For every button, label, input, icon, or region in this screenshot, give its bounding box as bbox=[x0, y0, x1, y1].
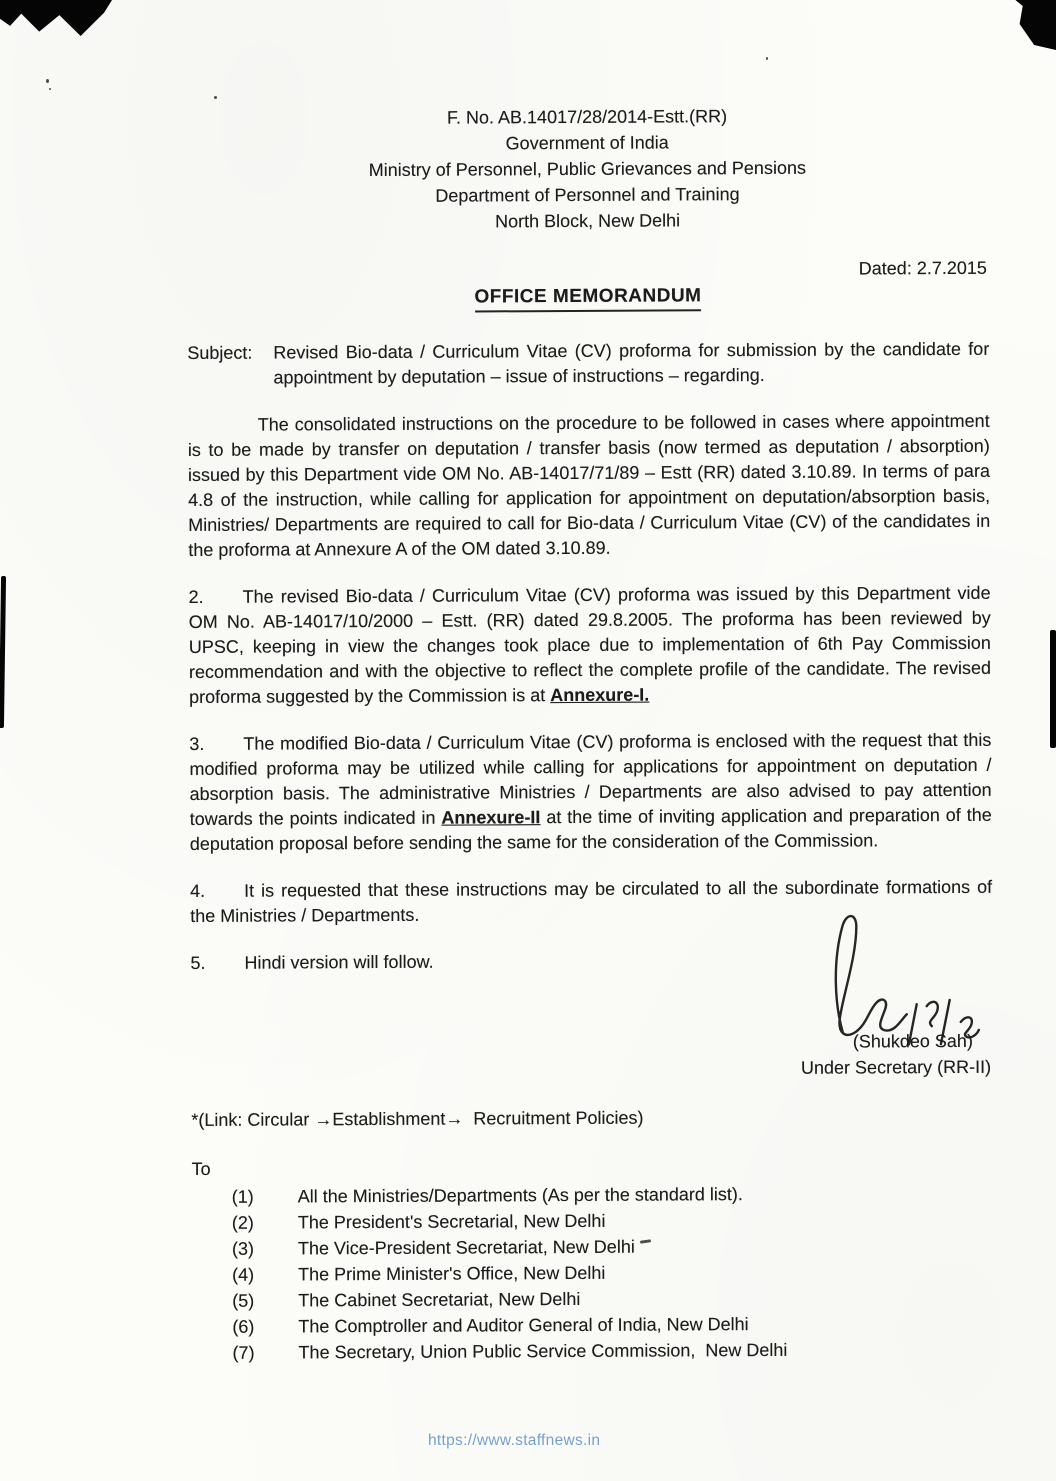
subject-label: Subject: bbox=[187, 342, 253, 363]
paragraph-5-number: 5. bbox=[190, 952, 206, 973]
paragraph-3-text-before: The modified Bio-data / Curriculum Vitae (CV) proforma is enclosed with the request that this modified proforma may be utilized while calling for applications for appointment on deputation / absorption basis. The administrative Ministries / Departments are also advised to pay attention towards the points indicated in bbox=[189, 729, 992, 829]
to-label: To bbox=[191, 1158, 211, 1179]
annexure-1-reference: Annexure-I. bbox=[550, 684, 650, 706]
item-number: (4) bbox=[232, 1264, 255, 1285]
paragraph-2-number: 2. bbox=[188, 586, 204, 607]
paragraph-4-number: 4. bbox=[190, 880, 206, 901]
file-number: F. No. AB.14017/28/2014-Estt.(RR) bbox=[446, 106, 728, 128]
item-text: The Comptroller and Auditor General of India, New Delhi bbox=[298, 1314, 749, 1337]
paragraph-5-text: Hindi version will follow. bbox=[244, 951, 434, 973]
signatory-designation: Under Secretary (RR-II) bbox=[800, 1056, 992, 1078]
distribution-item bbox=[192, 1336, 994, 1366]
item-number: (6) bbox=[232, 1316, 255, 1337]
paragraph-3-text-after: at the time of inviting application and preparation of the deputation proposal before sending the same for the consideration of the Commission. bbox=[189, 804, 992, 854]
memo-title: OFFICE MEMORANDUM bbox=[474, 283, 701, 312]
subject-block bbox=[187, 337, 989, 391]
scan-speck bbox=[49, 88, 51, 90]
scan-speck bbox=[214, 96, 217, 99]
item-text: The President's Secretarial, New Delhi bbox=[297, 1210, 606, 1233]
scan-artifact-top-left bbox=[0, 0, 112, 36]
scan-artifact-top-right bbox=[1004, 0, 1056, 50]
item-number: (5) bbox=[232, 1290, 255, 1311]
memo-content bbox=[186, 102, 995, 1366]
paragraph-2-text: The revised Bio-data / Curriculum Vitae (CV) proforma was issued by this Department vide OM No. AB-14017/10/2000 – Estt. (RR) dated 29.8.2005. The proforma has been reviewed by UPSC, keeping in view the changes took place due to implementation of 6th Pay Commission recommendation and with the objective to reflect the complete profile of the candidate. The revised proforma suggested by the Commission is at bbox=[188, 582, 992, 707]
org-line-ministry: Ministry of Personnel, Public Grievances and Pensions bbox=[368, 157, 806, 181]
circular-link-note: *(Link: Circular →Establishment→ Recruitment Policies) bbox=[191, 1107, 644, 1130]
subject-text: Revised Bio-data / Curriculum Vitae (CV) proforma for submission by the candidate for appointment by deputation – issue of instructions – regarding. bbox=[273, 338, 990, 388]
item-text: The Prime Minister's Office, New Delhi bbox=[298, 1262, 606, 1285]
distribution-list bbox=[192, 1180, 995, 1366]
scan-artifact-right-edge bbox=[1050, 630, 1056, 748]
paragraph-4-text: It is requested that these instructions may be circulated to all the subordinate formations of the Ministries / Departments. bbox=[190, 876, 993, 926]
scan-artifact-left-edge bbox=[0, 576, 6, 728]
scan-speck bbox=[766, 57, 768, 60]
item-number: (7) bbox=[232, 1342, 255, 1363]
letterhead bbox=[186, 102, 989, 236]
paragraph-2 bbox=[189, 581, 992, 710]
item-number: (1) bbox=[231, 1186, 254, 1207]
item-number: (2) bbox=[231, 1212, 254, 1233]
item-text: The Vice-President Secretariat, New Delhi bbox=[297, 1236, 635, 1259]
paragraph-1: The consolidated instructions on the procedure to be followed in cases where appointment is to be made by transfer on deputation / transfer basis (now termed as deputation / absorption) issued by this Department vide OM No. AB-14017/71/89 – Estt (RR) dated 3.10.89. In terms of para 4.8 of the instruction, while calling for application for appointment on deputation/absorption basis, Ministries/ Departments are required to call for Bio-data / Curriculum Vitae (CV) of the candidates in the proforma at Annexure A of the OM dated 3.10.89. bbox=[187, 410, 991, 560]
item-text: All the Ministries/Departments (As per the standard list). bbox=[297, 1184, 743, 1207]
paragraph-3 bbox=[189, 728, 992, 857]
annexure-2-reference: Annexure-II bbox=[441, 807, 541, 828]
dated-line: Dated: 2.7.2015 bbox=[858, 257, 987, 279]
org-line-address: North Block, New Delhi bbox=[495, 210, 681, 232]
item-text: The Cabinet Secretariat, New Delhi bbox=[298, 1288, 581, 1311]
paragraph-3-number: 3. bbox=[189, 733, 205, 754]
memo-title-wrap bbox=[187, 282, 989, 314]
signatory-name: (Shukdeo Sah) bbox=[852, 1030, 973, 1052]
signature-block bbox=[191, 980, 994, 1084]
staffnews-watermark: https://www.staffnews.in bbox=[428, 1432, 601, 1449]
item-number: (3) bbox=[231, 1238, 255, 1259]
org-line-department: Department of Personnel and Training bbox=[435, 184, 740, 206]
org-line-government: Government of India bbox=[505, 132, 669, 154]
scan-speck bbox=[46, 79, 49, 83]
item-text: The Secretary, Union Public Service Commission, New Delhi bbox=[298, 1339, 788, 1363]
